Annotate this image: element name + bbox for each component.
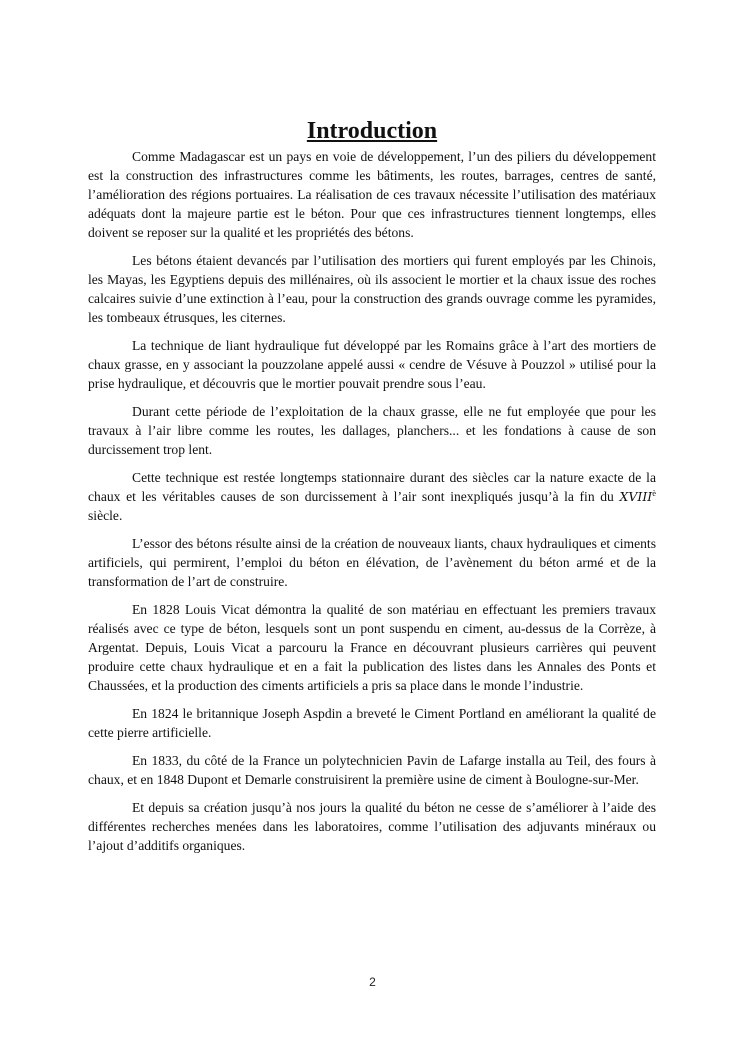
paragraph-2: Les bétons étaient devancés par l’utilisation des mortiers qui furent employés par les Chinois, les Mayas, les Egyptiens depuis des millénaires, où ils associent le mortier et la chaux issue des roches calcaires suivie d’une extinction à l’eau, pour la construction des grands ouvrage comme les pyramides, les tombeaux étrusques, les citernes. [88, 253, 656, 325]
paragraph-6: L’essor des bétons résulte ainsi de la création de nouveaux liants, chaux hydrauliques et ciments artificiels, qui permirent, l’emploi du béton en élévation, de l’avènement du béton armé et de la transformation de l’art de construire. [88, 536, 656, 589]
paragraph-7: En 1828 Louis Vicat démontra la qualité de son matériau en effectuant les premiers travaux réalisés avec ce type de béton, lesquels sont un pont suspendu en ciment, au-dessus de la Corrèze, à Argentat. Depuis, Louis Vicat a parcouru la France en découvrant plusieurs carrières qui peuvent produire cette chaux hydraulique et en a fait la publication des listes dans les Annales des Ponts et Chaussées, et la production des ciments artificiels a pris sa place dans le monde l’industrie. [88, 602, 656, 693]
paragraph-5-end: siècle. [88, 508, 123, 523]
paragraph-5-text: Cette technique est restée longtemps stationnaire durant des siècles car la nature exacte de la chaux et les véritables causes de son durcissement à l’air sont inexpliqués jusqu’à la fin du [88, 470, 656, 504]
page-number: 2 [369, 975, 376, 989]
paragraph-10: Et depuis sa création jusqu’à nos jours la qualité du béton ne cesse de s’améliorer à l’aide des différentes recherches menées dans les laboratoires, comme l’utilisation des adjuvants minéraux ou l’ajout d’additifs organiques. [88, 800, 656, 853]
paragraph-3: La technique de liant hydraulique fut développé par les Romains grâce à l’art des mortiers de chaux grasse, en y associant la pouzzolane appelé aussi « cendre de Vésuve à Pouzzol » utilisé pour la prise hydraulique, et découvris que le mortier pouvait prendre sous l’eau. [88, 338, 656, 391]
paragraph-4: Durant cette période de l’exploitation de la chaux grasse, elle ne fut employée que pour les travaux à l’air libre comme les routes, les dallages, planchers... et les fondations à cause de son durcissement trop lent. [88, 404, 656, 457]
century-roman-numeral: XVIII [619, 489, 653, 504]
century-superscript: è [652, 488, 656, 498]
document-body [88, 116, 656, 864]
paragraph-5 [88, 468, 656, 525]
paragraph-9: En 1833, du côté de la France un polytechnicien Pavin de Lafarge installa au Teil, des fours à chaux, et en 1848 Dupont et Demarle construisirent la première usine de ciment à Boulogne-sur-Mer. [88, 753, 656, 787]
paragraph-8: En 1824 le britannique Joseph Aspdin a breveté le Ciment Portland en améliorant la qualité de cette pierre artificielle. [88, 706, 656, 740]
page-title: Introduction [306, 118, 438, 144]
paragraph-1: Comme Madagascar est un pays en voie de développement, l’un des piliers du développement est la construction des infrastructures comme les bâtiments, les routes, barrages, centres de santé, l’amélioration des régions portuaires. La réalisation de ces travaux nécessite l’utilisation des matériaux adéquats dont la majeure partie est le béton. Pour que ces infrastructures tiennent longtemps, elles doivent se reposer sur la qualité et les propriétés des bétons. [88, 149, 656, 240]
